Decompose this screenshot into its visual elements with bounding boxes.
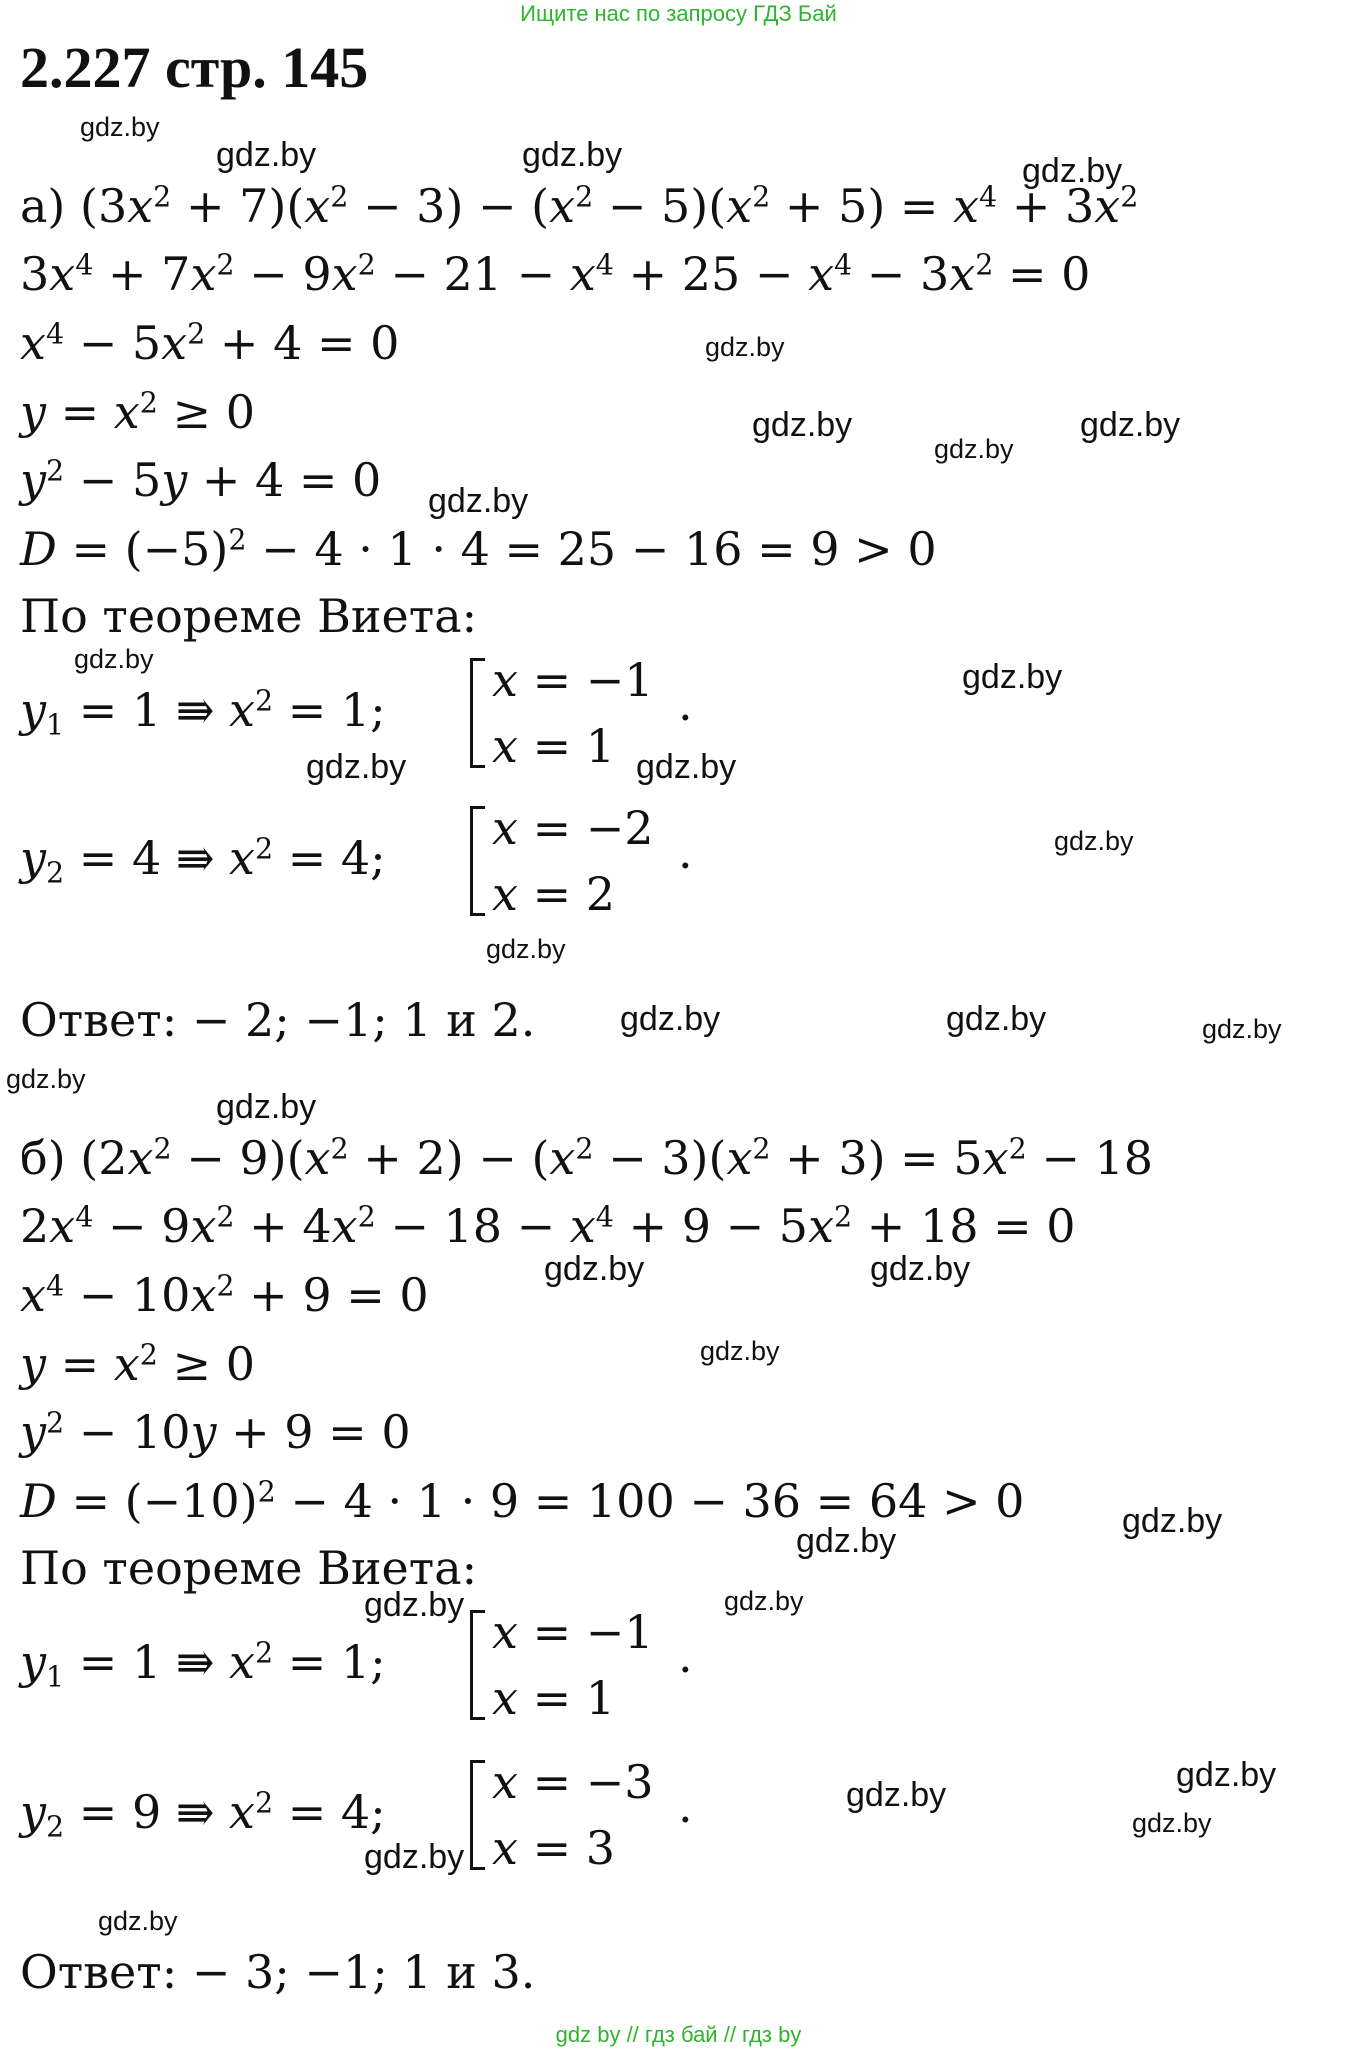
- watermark: gdz.by: [636, 748, 737, 786]
- watermark: gdz.by: [98, 1906, 178, 1936]
- watermark: gdz.by: [428, 482, 529, 520]
- part-a-vieta-text: По теореме Виета:: [20, 589, 478, 643]
- watermark: gdz.by: [364, 1838, 465, 1876]
- watermark: gdz.by: [364, 1586, 465, 1624]
- watermark: gdz.by: [1176, 1756, 1277, 1794]
- footer-links[interactable]: gdz by // гдз бай // гдз by: [555, 2022, 802, 2047]
- watermark: gdz.by: [870, 1250, 971, 1288]
- part-a-expanded: $3x^4 + 7x^2 - 9x^2 - 21 - x^4 + 25 - x^4 - 3x^2 = 0$: [20, 247, 1091, 301]
- watermark: gdz.by: [946, 1000, 1047, 1038]
- watermark: gdz.by: [934, 434, 1014, 464]
- watermark: gdz.by: [216, 1088, 317, 1126]
- watermark: gdz.by: [80, 112, 160, 142]
- part-a-answer: Ответ: − 2; −1; 1 и 2.: [20, 993, 536, 1047]
- watermark: gdz.by: [74, 644, 154, 674]
- part-b-root-y1: $y_1 = 1$ ⇛ $x^2 = 1$;: [20, 1635, 386, 1694]
- watermark: gdz.by: [700, 1336, 780, 1366]
- part-a-label: а): [20, 179, 66, 233]
- bracket: [470, 1610, 485, 1720]
- bracket: [470, 658, 485, 768]
- watermark: gdz.by: [544, 1250, 645, 1288]
- part-a-system-2: x = −2 x = 2 .: [470, 798, 710, 918]
- watermark: gdz.by: [522, 136, 623, 174]
- part-b-biquadratic: $x^4 - 10x^2 + 9 = 0$: [20, 1268, 429, 1322]
- part-a-quadratic: $y^2 - 5y + 4 = 0$: [20, 453, 382, 507]
- watermark: gdz.by: [752, 406, 853, 444]
- watermark: gdz.by: [962, 658, 1063, 696]
- part-b-discriminant: $D = (-10)^2 - 4 \cdot 1 \cdot 9 = 100 - 36 = 64 > 0$: [20, 1474, 1025, 1528]
- part-a-system-1: x = −1 x = 1 .: [470, 650, 710, 770]
- part-b-vieta-text: По теореме Виета:: [20, 1541, 478, 1595]
- part-b-system-1: x = −1 x = 1 .: [470, 1602, 710, 1722]
- page-title: 2.227 стр. 145: [20, 35, 369, 100]
- bracket: [470, 1760, 485, 1870]
- watermark: gdz.by: [1022, 152, 1123, 190]
- part-b-answer: Ответ: − 3; −1; 1 и 3.: [20, 1945, 536, 1999]
- watermark: gdz.by: [486, 934, 566, 964]
- watermark: gdz.by: [1202, 1014, 1282, 1044]
- top-banner[interactable]: Ищите нас по запросу ГДЗ Бай: [520, 1, 837, 26]
- part-b-substitution: $y = x^2 \ge 0$: [20, 1337, 255, 1391]
- part-a-discriminant: $D = (-5)^2 - 4 \cdot 1 \cdot 4 = 25 - 16 = 9 > 0$: [20, 522, 937, 576]
- watermark: gdz.by: [705, 332, 785, 362]
- watermark: gdz.by: [6, 1064, 86, 1094]
- part-a-biquadratic: $x^4 - 5x^2 + 4 = 0$: [20, 316, 400, 370]
- watermark: gdz.by: [796, 1522, 897, 1560]
- part-b-equation: б) $(2x^2 - 9)(x^2 + 2) - (x^2 - 3)(x^2 + 3) = 5x^2 - 18$: [20, 1131, 1154, 1185]
- part-a-equation: а) $(3x^2 + 7)(x^2 - 3) - (x^2 - 5)(x^2 + 5) = x^4 + 3x^2$: [20, 179, 1139, 233]
- watermark: gdz.by: [1054, 826, 1134, 856]
- watermark: gdz.by: [306, 748, 407, 786]
- watermark: gdz.by: [1080, 406, 1181, 444]
- part-b-quadratic: $y^2 - 10y + 9 = 0$: [20, 1405, 411, 1459]
- watermark: gdz.by: [620, 1000, 721, 1038]
- part-b-root-y2: $y_2 = 9$ ⇛ $x^2 = 4$;: [20, 1785, 386, 1844]
- part-a-root-y2: $y_2 = 4$ ⇛ $x^2 = 4$;: [20, 831, 386, 890]
- watermark: gdz.by: [724, 1586, 804, 1616]
- watermark: gdz.by: [846, 1776, 947, 1814]
- watermark: gdz.by: [216, 136, 317, 174]
- part-b-system-2: x = −3 x = 3 .: [470, 1752, 710, 1872]
- part-a-root-y1: $y_1 = 1$ ⇛ $x^2 = 1$;: [20, 683, 386, 742]
- part-a-substitution: $y = x^2 \ge 0$: [20, 385, 255, 439]
- watermark: gdz.by: [1132, 1808, 1212, 1838]
- part-b-expanded: $2x^4 - 9x^2 + 4x^2 - 18 - x^4 + 9 - 5x^2 + 18 = 0$: [20, 1199, 1076, 1253]
- part-b-label: б): [20, 1131, 66, 1185]
- watermark: gdz.by: [1122, 1502, 1223, 1540]
- bracket: [470, 806, 485, 916]
